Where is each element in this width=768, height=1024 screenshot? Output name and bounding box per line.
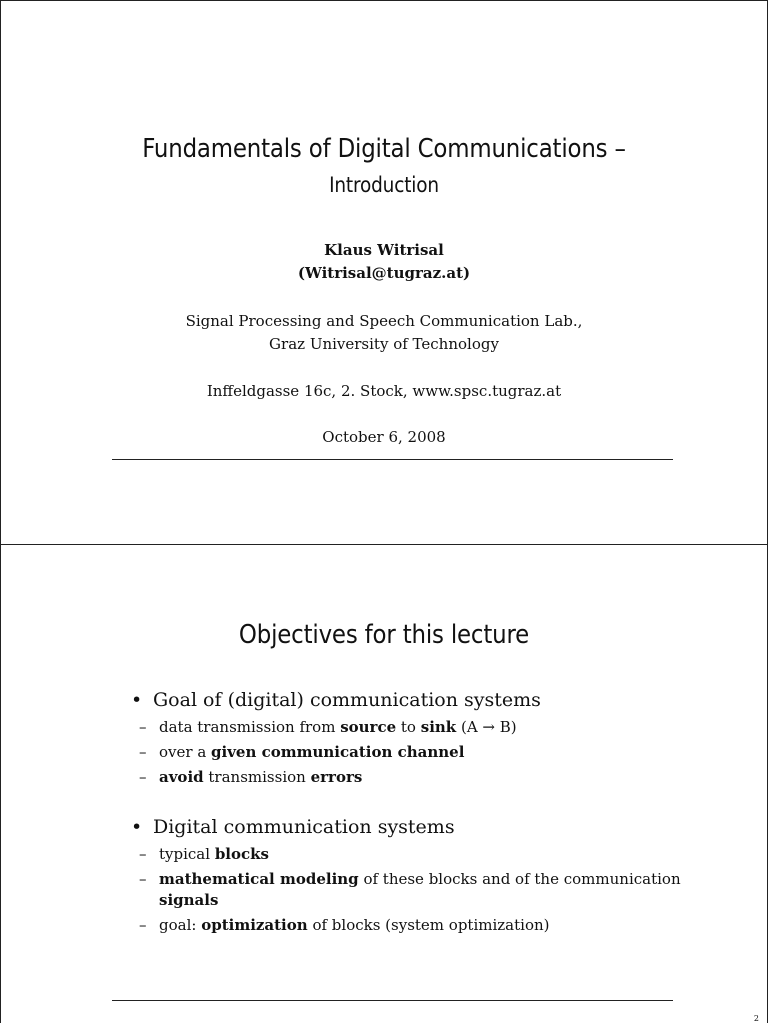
affiliation-lab: Signal Processing and Speech Communication Lab., bbox=[185, 312, 583, 330]
sub-item-emphasis: errors bbox=[310, 768, 363, 786]
dash-icon: – bbox=[139, 768, 147, 786]
bullet-group bbox=[131, 814, 691, 936]
sub-item bbox=[131, 767, 691, 788]
footer-rule bbox=[112, 1000, 673, 1001]
sub-item-emphasis: sink bbox=[420, 718, 457, 736]
page-number: 2 bbox=[753, 1014, 759, 1023]
sub-item-text: (A → B) bbox=[456, 718, 517, 736]
sub-item bbox=[131, 869, 691, 911]
sub-item bbox=[131, 915, 691, 936]
sub-item bbox=[131, 844, 691, 865]
dash-icon: – bbox=[139, 845, 147, 863]
dash-icon: – bbox=[139, 870, 147, 888]
date: October 6, 2008 bbox=[322, 428, 446, 446]
sub-item-text: of these blocks and of the communication bbox=[358, 870, 681, 888]
sub-item-text: typical bbox=[159, 845, 215, 863]
sub-item bbox=[131, 717, 691, 738]
sub-item-text: of blocks (system optimization) bbox=[307, 916, 550, 934]
slide-2 bbox=[0, 544, 768, 1023]
slide-1-title: Fundamentals of Digital Communications – bbox=[142, 134, 626, 164]
dash-icon: – bbox=[139, 916, 147, 934]
sub-item-emphasis: signals bbox=[159, 891, 219, 909]
objectives-list bbox=[131, 687, 691, 936]
affiliation-block bbox=[1, 310, 767, 356]
bullet-item bbox=[131, 687, 691, 713]
sub-item-emphasis: blocks bbox=[214, 845, 269, 863]
dash-icon: – bbox=[139, 743, 147, 761]
sub-item-emphasis: mathematical modeling bbox=[159, 870, 359, 888]
dash-icon: – bbox=[139, 718, 147, 736]
bullet-heading: Goal of (digital) communication systems bbox=[153, 689, 541, 711]
bullet-heading: Digital communication systems bbox=[153, 816, 455, 838]
sub-item-text: to bbox=[396, 718, 421, 736]
footer-rule bbox=[112, 459, 673, 460]
address: Inffeldgasse 16c, 2. Stock, www.spsc.tugraz.at bbox=[206, 382, 562, 400]
bullet-item bbox=[131, 814, 691, 840]
author-block bbox=[1, 239, 767, 285]
sub-list bbox=[131, 717, 691, 788]
author-email: (Witrisal@tugraz.at) bbox=[297, 264, 471, 282]
sub-item-text: transmission bbox=[203, 768, 311, 786]
sub-list bbox=[131, 844, 691, 936]
bullet-icon: • bbox=[131, 816, 143, 838]
sub-item bbox=[131, 742, 691, 763]
sub-item-emphasis: avoid bbox=[159, 768, 204, 786]
sub-item-text: data transmission from bbox=[159, 718, 341, 736]
author-name: Klaus Witrisal bbox=[324, 241, 444, 259]
sub-item-emphasis: source bbox=[340, 718, 397, 736]
slide-2-title: Objectives for this lecture bbox=[238, 620, 530, 650]
sub-item-emphasis: optimization bbox=[201, 916, 308, 934]
affiliation-university: Graz University of Technology bbox=[269, 335, 499, 353]
sub-item-text: goal: bbox=[159, 916, 202, 934]
bullet-group bbox=[131, 687, 691, 788]
bullet-icon: • bbox=[131, 689, 143, 711]
sub-item-emphasis: given communication channel bbox=[211, 743, 465, 761]
slide-1-subtitle: Introduction bbox=[329, 173, 439, 197]
sub-item-text: over a bbox=[159, 743, 212, 761]
